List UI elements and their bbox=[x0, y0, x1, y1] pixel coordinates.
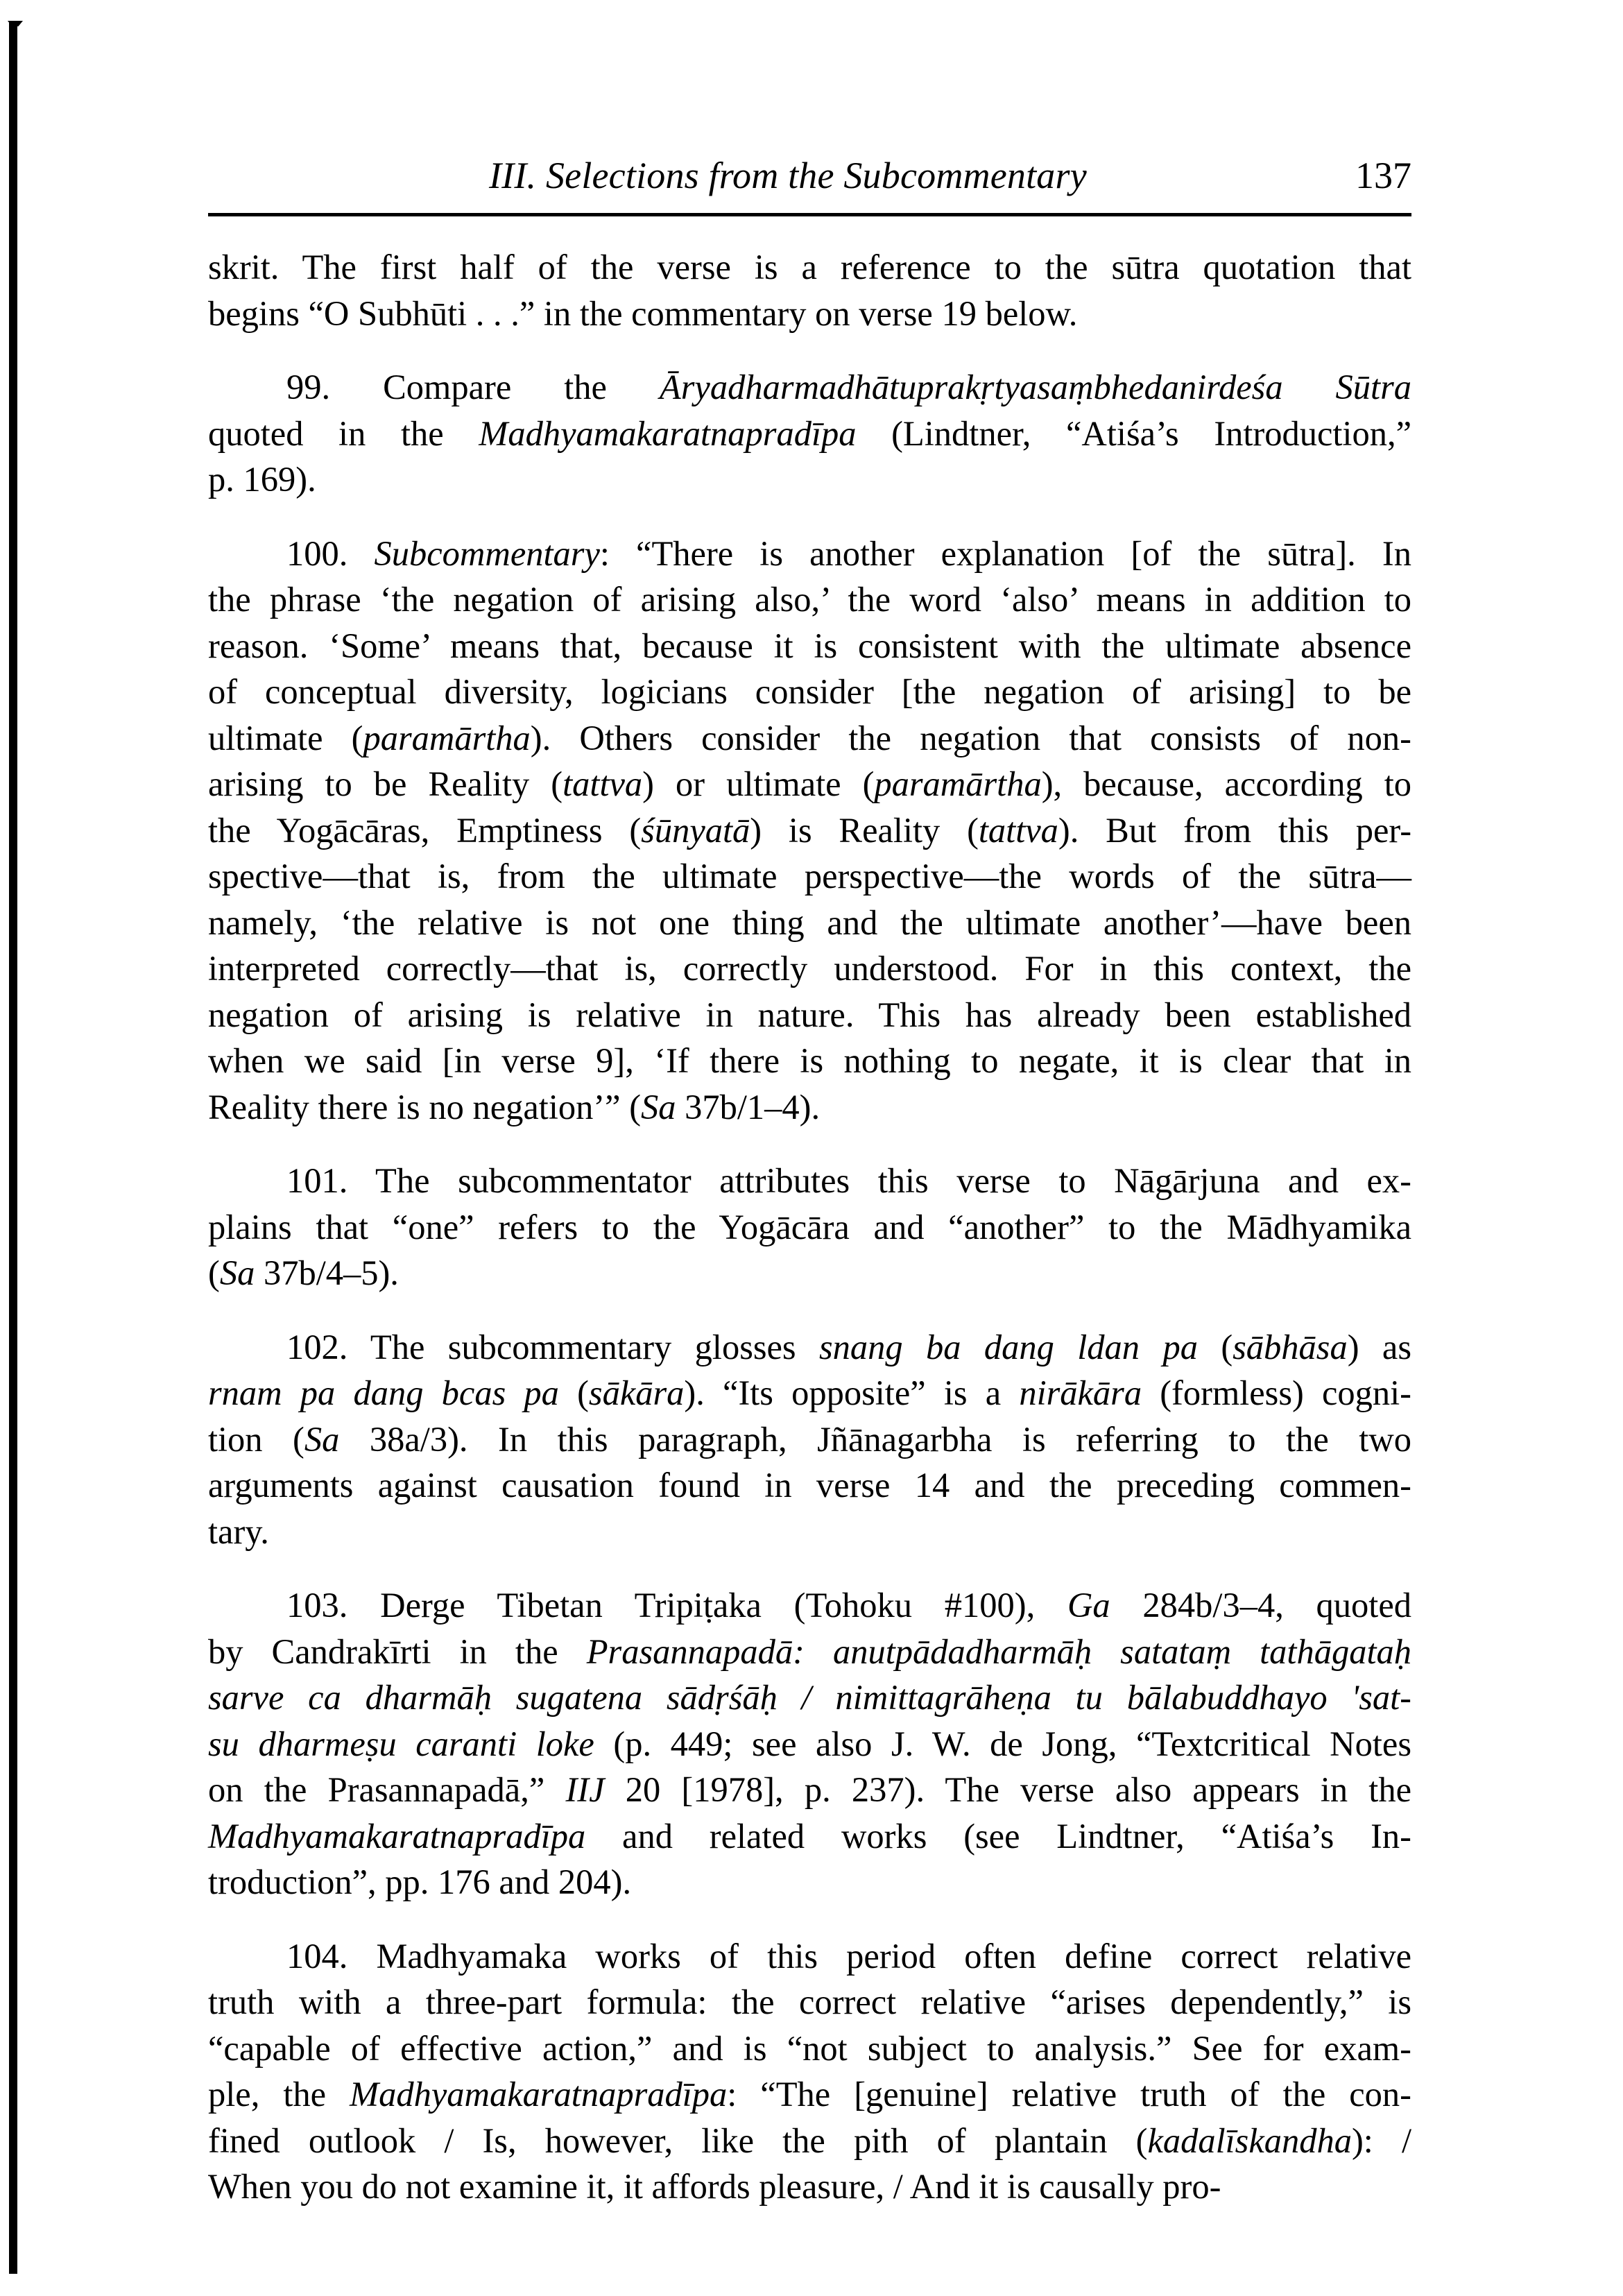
text-line bbox=[208, 576, 1411, 623]
text-run: the phrase ‘the negation of arising also,’ the word ‘also’ means in addition to bbox=[208, 580, 1411, 619]
text-run: when we said [in verse 9], ‘If there is nothing to negate, it is clear that in bbox=[208, 1041, 1411, 1080]
text-run: ( bbox=[558, 1373, 589, 1412]
text-run: ( bbox=[1197, 1327, 1233, 1367]
text-line bbox=[208, 411, 1411, 457]
text-line bbox=[208, 1629, 1411, 1675]
text-run: ( bbox=[208, 1253, 220, 1292]
text-run: Reality there is no negation’” ( bbox=[208, 1087, 642, 1126]
text-run: (p. 449; see also J. W. de Jong, “Textcritical Notes bbox=[594, 1724, 1411, 1763]
endnote-continuation bbox=[208, 244, 1411, 336]
italic-text: Madhyamakaratnapradīpa bbox=[479, 413, 857, 453]
italic-text: su dharmeṣu caranti loke bbox=[208, 1724, 594, 1763]
italic-text: Āryadharmadhātuprakṛtyasaṃbhedanirdeśa Sūtra bbox=[659, 368, 1411, 406]
text-run: fined outlook / Is, however, like the pith of plantain ( bbox=[208, 2121, 1148, 2160]
text-run: ) or ultimate ( bbox=[642, 764, 875, 803]
italic-text: Prasannapadā: anutpādadharmāḥ satataṃ tathāgataḥ bbox=[586, 1631, 1411, 1671]
text-line bbox=[208, 1084, 1411, 1131]
text-run: negation of arising is relative in nature. This has already been established bbox=[208, 995, 1411, 1034]
text-line bbox=[208, 1324, 1411, 1371]
italic-text: sarve ca dharmāḥ sugatena sādṛśāḥ / nimittagrāheṇa tu bālabuddhayo 'sat- bbox=[208, 1678, 1411, 1717]
text-line bbox=[208, 2164, 1411, 2210]
text-line bbox=[208, 2118, 1411, 2164]
endnote-100 bbox=[208, 531, 1411, 1131]
text-run: ). “Its opposite” is a bbox=[684, 1373, 1020, 1412]
text-run: ): / bbox=[1351, 2121, 1411, 2160]
text-run: ) is Reality ( bbox=[750, 810, 979, 850]
text-line bbox=[208, 244, 1411, 291]
text-line bbox=[208, 900, 1411, 946]
text-run: and related works (see Lindtner, “Atiśa’s In- bbox=[585, 1816, 1411, 1856]
text-line bbox=[208, 2071, 1411, 2118]
text-line bbox=[208, 1509, 1411, 1555]
italic-text: kadalīskandha bbox=[1147, 2121, 1352, 2160]
text-line bbox=[208, 531, 1411, 577]
text-run: truth with a three-part formula: the correct relative “arises dependently,” is bbox=[208, 1982, 1411, 2021]
text-run: arising to be Reality ( bbox=[208, 764, 563, 803]
endnotes-body bbox=[208, 244, 1411, 2238]
text-run: quoted in the bbox=[208, 413, 479, 453]
text-line bbox=[208, 291, 1411, 337]
italic-text: Sa bbox=[219, 1253, 255, 1292]
text-run: ple, the bbox=[208, 2075, 350, 2114]
italic-text: sākāra bbox=[588, 1373, 685, 1412]
text-run: skrit. The first half of the verse is a reference to the sūtra quotation that bbox=[208, 248, 1411, 286]
text-run: p. 169). bbox=[208, 460, 316, 499]
text-run: reason. ‘Some’ means that, because it is consistent with the ultimate absence bbox=[208, 626, 1411, 665]
italic-text: Madhyamakaratnapradīpa bbox=[350, 2075, 728, 2114]
text-run: 99. Compare the bbox=[286, 368, 660, 406]
text-line bbox=[208, 1250, 1411, 1296]
text-run: 284b/3–4, quoted bbox=[1110, 1586, 1411, 1625]
text-run: namely, ‘the relative is not one thing and the ultimate another’—have been bbox=[208, 902, 1411, 942]
text-run: : “There is another explanation [of the sūtra]. In bbox=[599, 533, 1411, 573]
scan-edge-border bbox=[9, 22, 17, 2274]
text-line bbox=[208, 1582, 1411, 1629]
text-line bbox=[208, 1674, 1411, 1721]
text-run: ). Others consider the negation that consists of non- bbox=[530, 718, 1411, 757]
text-line bbox=[208, 853, 1411, 900]
text-run: 100. bbox=[286, 533, 375, 573]
text-line bbox=[208, 1204, 1411, 1251]
italic-text: Sa bbox=[641, 1087, 676, 1126]
text-line bbox=[208, 669, 1411, 715]
text-run: 37b/1–4). bbox=[676, 1087, 821, 1126]
text-run: When you do not examine it, it affords pleasure, / And it is causally pro- bbox=[208, 2167, 1221, 2206]
text-run: 103. Derge Tibetan Tripiṭaka (Tohoku #100), bbox=[286, 1586, 1067, 1625]
text-line bbox=[208, 715, 1411, 762]
italic-text: sābhāsa bbox=[1233, 1327, 1348, 1367]
text-run: tion ( bbox=[208, 1419, 304, 1459]
text-run: 20 [1978], p. 237). The verse also appears in the bbox=[604, 1770, 1411, 1809]
text-run: ). But from this per- bbox=[1058, 810, 1412, 850]
endnote-99 bbox=[208, 364, 1411, 503]
text-run: (formless) cogni- bbox=[1142, 1373, 1411, 1412]
italic-text: snang ba dang ldan pa bbox=[818, 1327, 1198, 1367]
text-line bbox=[208, 364, 1411, 411]
text-run: ultimate ( bbox=[208, 718, 363, 757]
text-run: arguments against causation found in verse 14 and the preceding commen- bbox=[208, 1466, 1411, 1505]
text-run: ), because, according to bbox=[1041, 764, 1412, 803]
text-run: 104. Madhyamaka works of this period often define correct relative bbox=[286, 1936, 1411, 1976]
text-run: : “The [genuine] relative truth of the con- bbox=[727, 2075, 1411, 2114]
text-run: 102. The subcommentary glosses bbox=[286, 1327, 819, 1367]
endnote-103 bbox=[208, 1582, 1411, 1905]
text-run: 38a/3). In this paragraph, Jñānagarbha is referring to the two bbox=[339, 1419, 1411, 1459]
text-run: the Yogācāras, Emptiness ( bbox=[208, 810, 642, 850]
running-head bbox=[208, 151, 1411, 207]
italic-text: IIJ bbox=[565, 1770, 605, 1809]
text-line bbox=[208, 1416, 1411, 1463]
italic-text: tattva bbox=[563, 764, 643, 803]
text-line bbox=[208, 1721, 1411, 1767]
text-run: troduction”, pp. 176 and 204). bbox=[208, 1862, 632, 1901]
endnote-101 bbox=[208, 1158, 1411, 1296]
endnote-102 bbox=[208, 1324, 1411, 1555]
text-run: ) as bbox=[1347, 1327, 1411, 1367]
text-run: begins “O Subhūti . . .” in the commentary on verse 19 below. bbox=[208, 293, 1078, 333]
endnote-104 bbox=[208, 1933, 1411, 2210]
text-run: tary. bbox=[208, 1511, 269, 1551]
text-line bbox=[208, 1979, 1411, 2025]
italic-text: Subcommentary bbox=[374, 533, 600, 573]
text-run: on the Prasannapadā,” bbox=[208, 1770, 566, 1809]
italic-text: tattva bbox=[978, 810, 1058, 850]
text-run: interpreted correctly—that is, correctly understood. For in this context, the bbox=[208, 949, 1411, 988]
text-run: (Lindtner, “Atiśa’s Introduction,” bbox=[856, 413, 1411, 453]
text-run: plains that “one” refers to the Yogācāra and “another” to the Mādhyamika bbox=[208, 1207, 1411, 1246]
text-line bbox=[208, 1038, 1411, 1084]
italic-text: Madhyamakaratnapradīpa bbox=[208, 1816, 586, 1856]
text-line bbox=[208, 456, 1411, 503]
text-line bbox=[208, 1859, 1411, 1905]
text-run: of conceptual diversity, logicians consider [the negation of arising] to be bbox=[208, 672, 1411, 711]
text-line bbox=[208, 1462, 1411, 1509]
text-run: 37b/4–5). bbox=[255, 1253, 399, 1292]
header-rule bbox=[208, 213, 1411, 216]
italic-text: śūnyatā bbox=[641, 810, 750, 850]
running-head-title: III. Selections from the Subcommentary bbox=[489, 155, 1087, 196]
italic-text: paramārtha bbox=[363, 718, 531, 757]
text-line bbox=[208, 1158, 1411, 1204]
text-line bbox=[208, 1813, 1411, 1860]
text-run: spective—that is, from the ultimate perspective—the words of the sūtra— bbox=[208, 857, 1411, 896]
text-line bbox=[208, 1767, 1411, 1813]
text-line bbox=[208, 992, 1411, 1038]
text-line bbox=[208, 2025, 1411, 2072]
italic-text: Ga bbox=[1067, 1586, 1110, 1625]
text-run: by Candrakīrti in the bbox=[208, 1631, 587, 1671]
text-run: 101. The subcommentator attributes this verse to Nāgārjuna and ex- bbox=[286, 1161, 1411, 1200]
text-line bbox=[208, 623, 1411, 669]
page-number: 137 bbox=[1355, 155, 1411, 196]
italic-text: nirākāra bbox=[1019, 1373, 1142, 1412]
italic-text: paramārtha bbox=[874, 764, 1042, 803]
text-line bbox=[208, 1933, 1411, 1980]
text-run: “capable of effective action,” and is “not subject to analysis.” See for exam- bbox=[208, 2028, 1411, 2068]
italic-text: rnam pa dang bcas pa bbox=[208, 1373, 559, 1412]
text-line bbox=[208, 1370, 1411, 1416]
text-line bbox=[208, 761, 1411, 807]
italic-text: Sa bbox=[304, 1419, 340, 1459]
text-line bbox=[208, 807, 1411, 854]
text-line bbox=[208, 945, 1411, 992]
